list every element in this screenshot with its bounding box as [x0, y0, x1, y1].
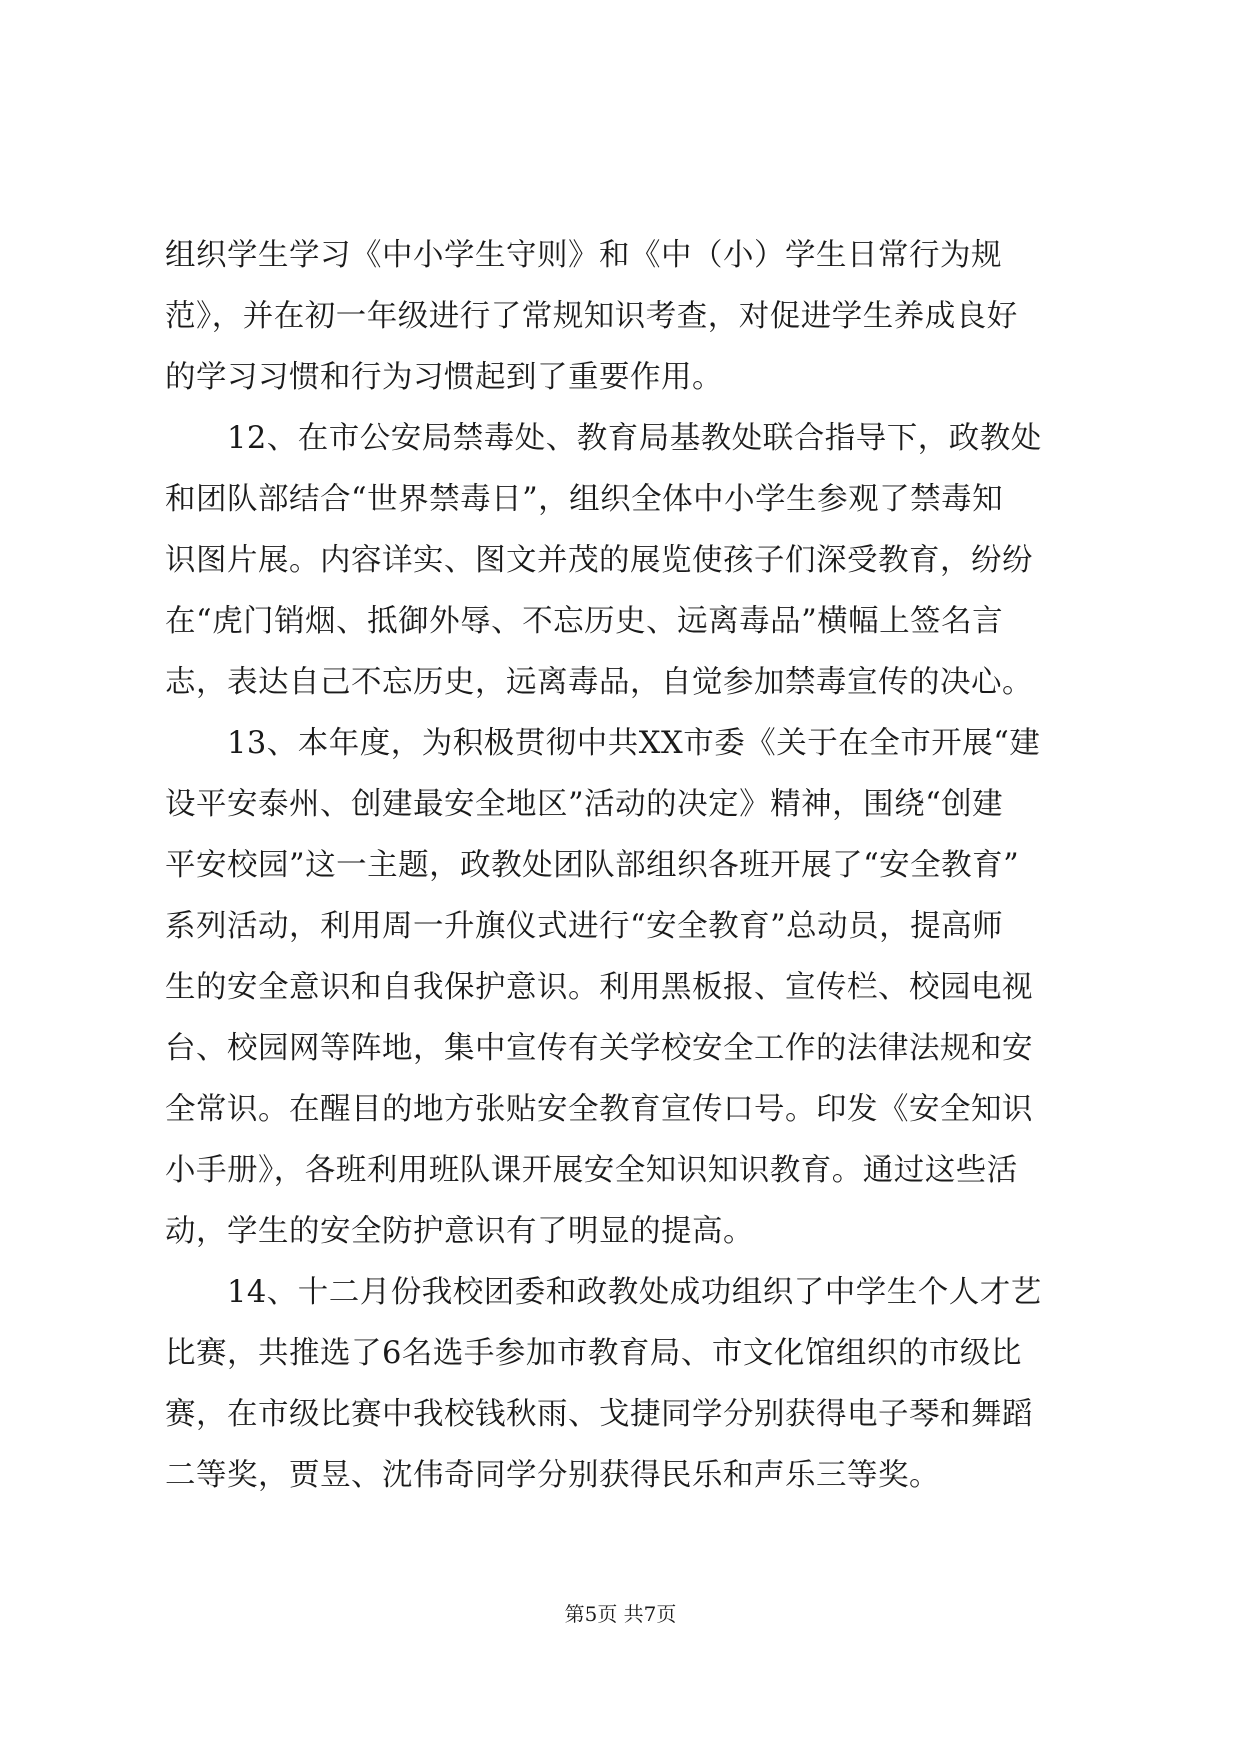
text-line: 志，表达自己不忘历史，远离毒品，自觉参加禁毒宣传的决心。	[165, 665, 1033, 700]
text-line: 设平安泰州、创建最安全地区”活动的决定》精神，围绕“创建	[165, 787, 1004, 822]
text-line: 台、校园网等阵地，集中宣传有关学校安全工作的法律法规和安	[165, 1031, 1033, 1066]
paragraph-item-14	[165, 1262, 1085, 1506]
text-line: 识图片展。内容详实、图文并茂的展览使孩子们深受教育，纷纷	[165, 543, 1033, 578]
paragraph-item-12	[165, 408, 1085, 713]
text-line: 系列活动，利用周一升旗仪式进行“安全教育”总动员，提高师	[165, 909, 1004, 944]
text-line: 组织学生学习《中小学生守则》和《中（小）学生日常行为规	[165, 238, 1002, 273]
page-number-footer: 第5页 共7页	[564, 1602, 677, 1626]
text-line: 全常识。在醒目的地方张贴安全教育宣传口号。印发《安全知识	[165, 1092, 1033, 1127]
text-line: 和团队部结合“世界禁毒日”，组织全体中小学生参观了禁毒知	[165, 482, 1004, 517]
text-line: 动，学生的安全防护意识有了明显的提高。	[165, 1214, 754, 1249]
paragraph-continued	[165, 225, 1085, 408]
text-line: 比赛，共推选了6名选手参加市教育局、市文化馆组织的市级比	[165, 1336, 1022, 1371]
paragraph-item-13	[165, 713, 1085, 1262]
text-line: 在“虎门销烟、抵御外辱、不忘历史、远离毒品”横幅上签名言	[165, 604, 1004, 639]
text-line: 12、在市公安局禁毒处、教育局基教处联合指导下，政教处	[227, 421, 1042, 456]
text-line: 二等奖，贾昱、沈伟奇同学分别获得民乐和声乐三等奖。	[165, 1458, 940, 1493]
text-line: 范》，并在初一年级进行了常规知识考查，对促进学生养成良好	[165, 299, 1018, 334]
text-line: 14、十二月份我校团委和政教处成功组织了中学生个人才艺	[227, 1275, 1042, 1310]
document-body	[165, 225, 1085, 1506]
text-line: 13、本年度，为积极贯彻中共XX市委《关于在全市开展“建	[227, 726, 1041, 761]
text-line: 赛，在市级比赛中我校钱秋雨、戈捷同学分别获得电子琴和舞蹈	[165, 1397, 1033, 1432]
text-line: 平安校园”这一主题，政教处团队部组织各班开展了“安全教育”	[165, 848, 1020, 883]
text-line: 的学习习惯和行为习惯起到了重要作用。	[165, 360, 723, 395]
text-line: 生的安全意识和自我保护意识。利用黑板报、宣传栏、校园电视	[165, 970, 1033, 1005]
text-line: 小手册》，各班利用班队课开展安全知识知识教育。通过这些活	[165, 1153, 1018, 1188]
